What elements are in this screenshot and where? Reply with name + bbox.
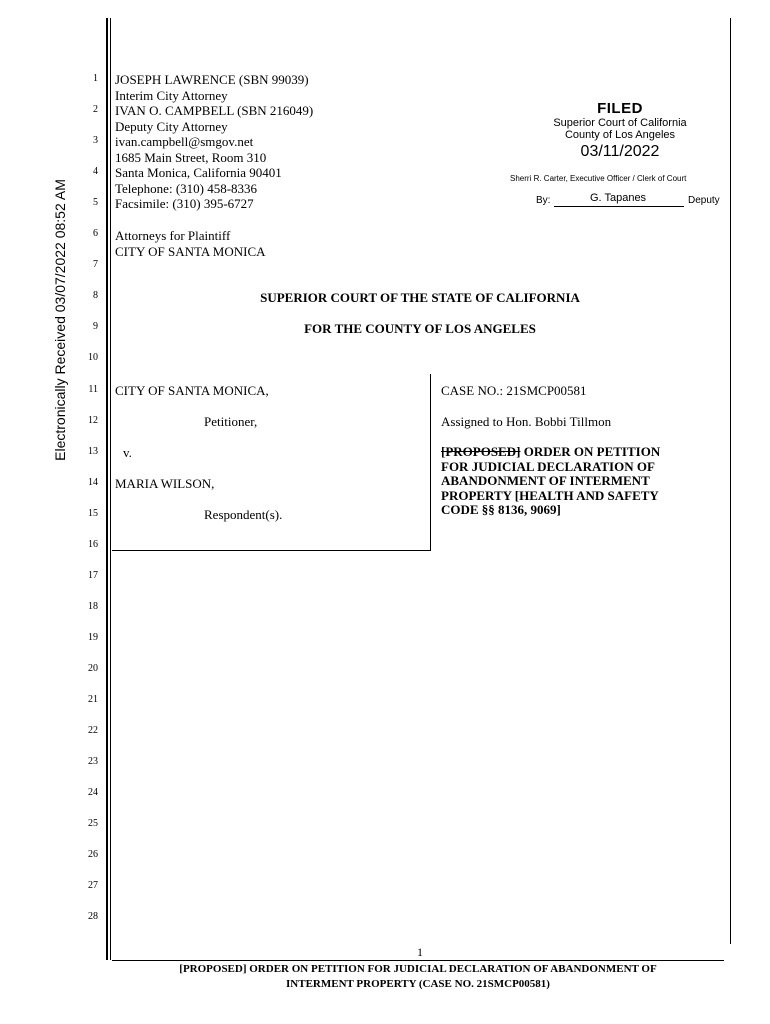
line-number: 5 <box>93 197 98 209</box>
line-number: 20 <box>88 662 98 674</box>
line-number: 13 <box>88 445 98 457</box>
line-number: 10 <box>88 352 98 364</box>
line-number: 28 <box>88 911 98 923</box>
document-title-line: ABANDONMENT OF INTERMENT <box>441 473 650 488</box>
line-number: 4 <box>93 166 98 178</box>
attorney-line: JOSEPH LAWRENCE (SBN 99039) <box>115 72 309 87</box>
attorney-line: ivan.campbell@smgov.net <box>115 134 254 149</box>
petitioner-role: Petitioner, <box>204 414 258 429</box>
line-number: 14 <box>88 476 98 488</box>
line-number: 12 <box>88 414 98 426</box>
line-number: 24 <box>88 787 98 799</box>
attorneys-for-line: CITY OF SANTA MONICA <box>115 243 266 259</box>
filed-clerk-name: G. Tapanes <box>590 192 647 204</box>
document-title-line1: ORDER ON PETITION <box>520 444 661 459</box>
filed-court: Superior Court of California <box>553 117 687 129</box>
filed-county: County of Los Angeles <box>564 129 676 141</box>
assigned-judge: Assigned to Hon. Bobbi Tillmon <box>441 414 612 429</box>
line-number: 16 <box>88 538 98 550</box>
line-number: 23 <box>88 756 98 768</box>
line-number: 3 <box>93 135 98 147</box>
case-number: CASE NO.: 21SMCP00581 <box>441 383 587 398</box>
document-title-line <box>441 445 660 460</box>
document-title-line: CODE §§ 8136, 9069] <box>441 502 561 517</box>
line-number: 17 <box>88 569 98 581</box>
petitioner-name: CITY OF SANTA MONICA, <box>115 383 269 398</box>
attorney-line: 1685 Main Street, Room 310 <box>115 149 267 165</box>
attorney-line: IVAN O. CAMPBELL (SBN 216049) <box>115 103 314 118</box>
proposed-struck: [PROPOSED] <box>441 444 521 459</box>
line-number: 22 <box>88 725 98 737</box>
filed-signature-line <box>554 206 684 207</box>
line-number: 2 <box>93 104 98 116</box>
caption-divider <box>430 374 431 550</box>
document-title-line: FOR JUDICIAL DECLARATION OF <box>441 458 655 474</box>
attorney-line: Deputy City Attorney <box>115 118 228 134</box>
left-margin-rule-outer <box>106 18 108 960</box>
line-number: 9 <box>93 321 98 333</box>
filed-stamp <box>500 100 740 161</box>
filed-date: 03/11/2022 <box>580 143 660 160</box>
line-number: 19 <box>88 631 98 643</box>
line-number: 26 <box>88 849 98 861</box>
attorney-line: Facsimile: (310) 395-6727 <box>115 196 254 211</box>
filed-by-row <box>536 192 728 208</box>
line-number: 11 <box>88 383 98 395</box>
respondent-role: Respondent(s). <box>204 507 283 522</box>
filed-title: FILED <box>597 100 643 117</box>
left-margin-rule-inner <box>110 18 111 960</box>
respondent-name: MARIA WILSON, <box>115 476 215 491</box>
line-number: 7 <box>93 259 98 271</box>
page-number: 1 <box>417 945 423 959</box>
footer-rule <box>112 960 724 961</box>
line-number: 8 <box>93 290 98 302</box>
attorney-line: Telephone: (310) 458-8336 <box>115 180 258 196</box>
electronically-received-stamp: Electronically Received 03/07/2022 08:52 AM <box>52 179 68 461</box>
line-number: 18 <box>88 600 98 612</box>
document-title-line: PROPERTY [HEALTH AND SAFETY <box>441 487 659 503</box>
attorney-block <box>115 72 313 212</box>
document-title <box>441 445 660 518</box>
line-number: 6 <box>93 228 98 240</box>
filed-officer: Sherri R. Carter, Executive Officer / Clerk of Court <box>510 174 687 183</box>
caption-bottom-rule <box>112 550 431 551</box>
line-number: 15 <box>88 507 98 519</box>
attorney-line: Santa Monica, California 90401 <box>115 165 282 180</box>
court-title: SUPERIOR COURT OF THE STATE OF CALIFORNIA <box>260 290 580 305</box>
line-number: 27 <box>88 880 98 892</box>
line-number: 25 <box>88 818 98 830</box>
filed-by-label: By: <box>536 195 551 206</box>
filed-deputy-label: Deputy <box>688 195 720 206</box>
attorneys-for-block <box>115 228 266 259</box>
footer-line-1: [PROPOSED] ORDER ON PETITION FOR JUDICIAL DECLARATION OF ABANDONMENT OF <box>179 963 657 975</box>
footer-line-2: INTERMENT PROPERTY (CASE NO. 21SMCP00581) <box>286 978 550 990</box>
versus: v. <box>123 445 132 460</box>
line-number: 21 <box>88 694 98 705</box>
attorneys-for-line: Attorneys for Plaintiff <box>115 228 231 243</box>
county-title: FOR THE COUNTY OF LOS ANGELES <box>304 321 536 336</box>
attorney-line: Interim City Attorney <box>115 87 228 103</box>
line-number: 1 <box>93 73 98 84</box>
